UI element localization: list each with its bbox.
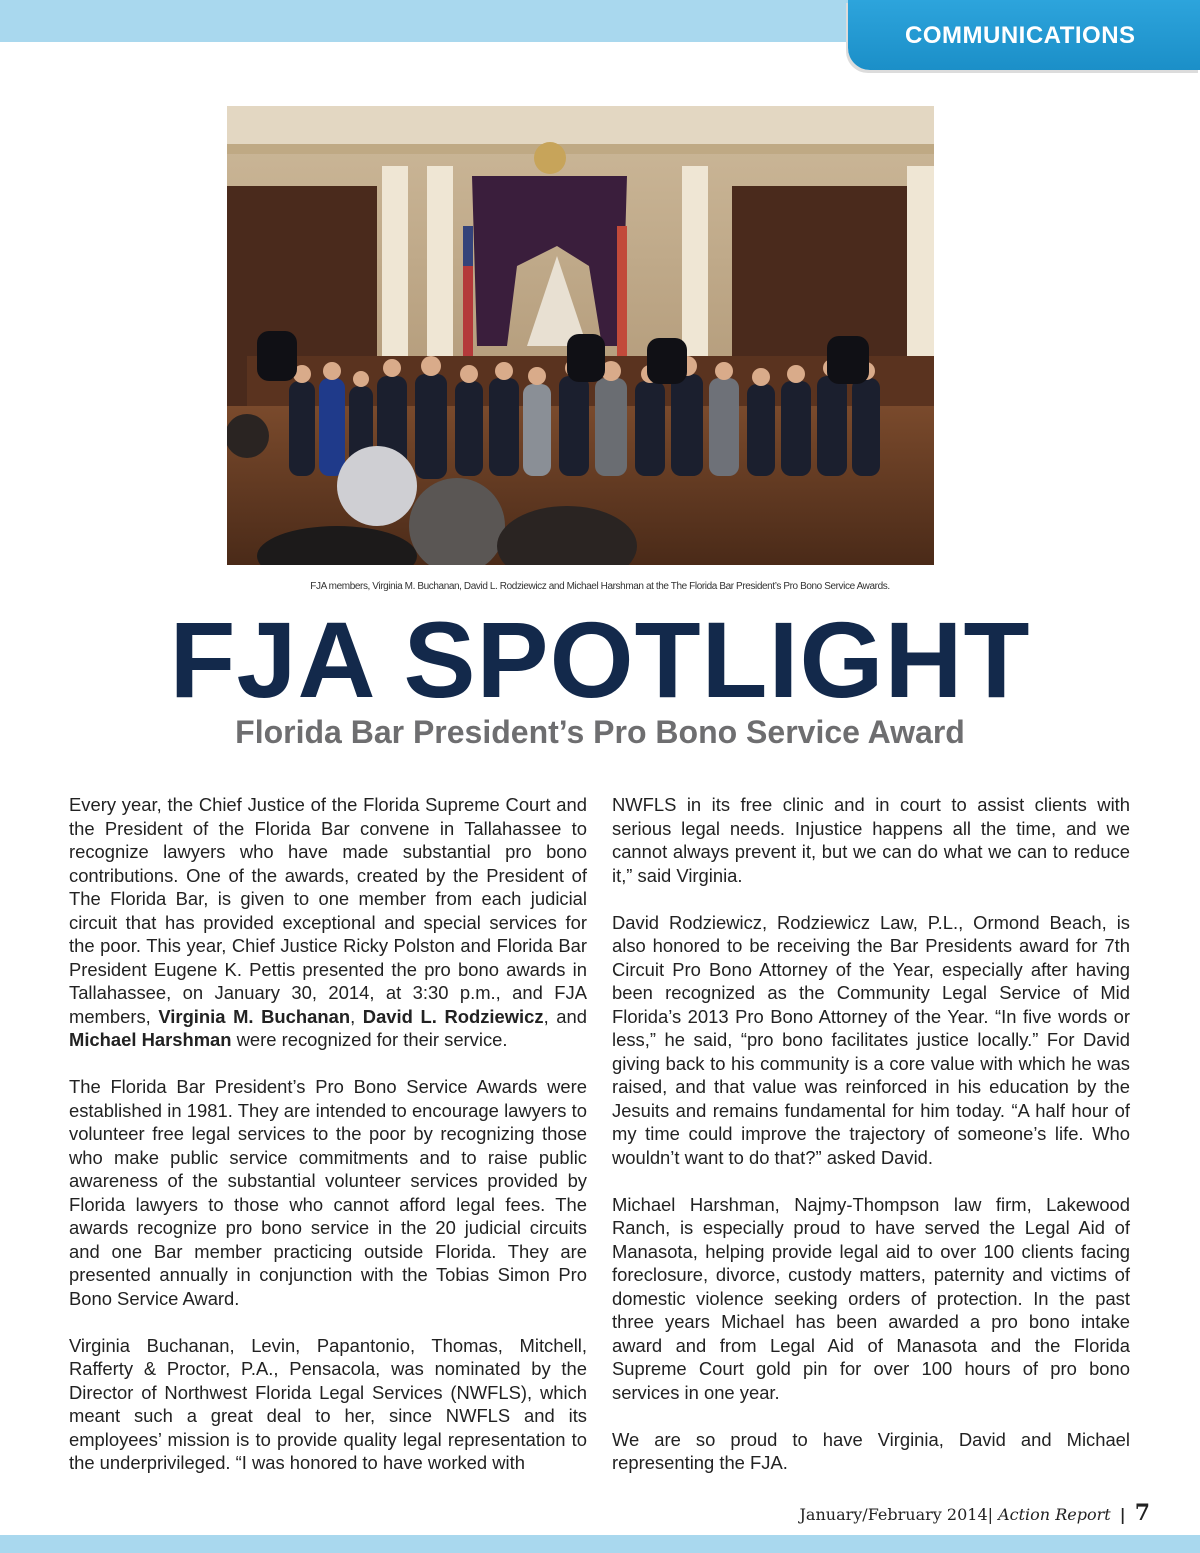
- paragraph-history: The Florida Bar President’s Pro Bono Service Awards were established in 1981. They are intended to encourage lawyers to volunteer free legal services to the poor by recognizing those who make public service commitments and to raise public awareness of the substantial volunteer services provided by Florida lawyers to those who cannot afford legal fees. The awards recognize pro bono service in the 20 judicial circuits and one Bar member practicing outside Florida. They are presented annually in conjunction with the Tobias Simon Pro Bono Service Award.: [69, 1076, 587, 1309]
- honoree-name: Michael Harshman: [69, 1029, 232, 1050]
- paragraph-text: , and: [543, 1005, 587, 1027]
- article-column-left: [69, 793, 587, 1498]
- page-footer: [800, 1500, 1150, 1526]
- footer-divider: |: [987, 1505, 994, 1524]
- page-divider: |: [1119, 1505, 1126, 1524]
- paragraph-michael: Michael Harshman, Najmy-Thompson law firm, Lakewood Ranch, is especially proud to have served the Legal Aid of Manasota, helping provide legal aid to over 100 clients facing foreclosure, divorce, custody matters, paternity and victims of domestic violence seeking orders of protection. In the past three years Michael has been awarded a pro bono intake award and from Legal Aid of Manasota and the Florida Supreme Court gold pin for over 100 hours of pro bono services in one year.: [612, 1193, 1130, 1403]
- courtroom-photo: [227, 106, 934, 565]
- photo-caption: FJA members, Virginia M. Buchanan, David L. Rodziewicz and Michael Harshman at the The Florida Bar President’s Pro Bono Service Awards.: [310, 581, 890, 592]
- article-subtitle: Florida Bar President’s Pro Bono Service Award: [235, 714, 965, 750]
- honoree-name: David L. Rodziewicz: [362, 1005, 544, 1027]
- paragraph-text: Every year, the Chief Justice of the Florida Supreme Court and the President of the Florida Bar convene in Tallahassee to recognize lawyers who have made substantial pro bono contributions. One of the awards, created by the President of The Florida Bar, is given to one member from each judicial circuit that has provided exceptional and special services for the poor. This year, Chief Justice Ricky Polston and Florida Bar President Eugene K. Pettis presented the pro bono awards in Tallahassee, on January 30, 2014, at 3:30 p.m., and FJA members,: [69, 794, 587, 1027]
- article-title: FJA SPOTLIGHT: [169, 599, 1031, 720]
- paragraph-virginia: Virginia Buchanan, Levin, Papantonio, Thomas, Mitchell, Rafferty & Proctor, P.A., Pensacola, was nominated by the Director of Northwest Florida Legal Services (NWFLS), which meant such a great deal to her, since NWFLS and its employees’ mission is to provide quality legal representation to the underprivileged. “I was honored to have worked with: [69, 1334, 587, 1473]
- bottom-color-band: [0, 1535, 1200, 1553]
- paragraph-david: David Rodziewicz, Rodziewicz Law, P.L., Ormond Beach, is also honored to be receiving the Bar Presidents award for 7th Circuit Pro Bono Attorney of the Year, especially after having been recognized as the Community Legal Service of Mid Florida’s 2013 Pro Bono Attorney of the Year. “In five words or less,” he said, “pro bono facilitates justice locally.” For David giving back to his community is a core value with which he was raised, and that value was reinforced in his education by the Jesuits and remains fundamental for him today. “A half hour of my time could improve the trajectory of someone’s life. Who wouldn’t want to do that?” asked David.: [612, 911, 1130, 1168]
- paragraph-intro: [69, 793, 587, 1052]
- page-number: 7: [1134, 1500, 1150, 1526]
- section-label: COMMUNICATIONS: [905, 22, 1136, 49]
- paragraph-text: were recognized for their service.: [231, 1029, 508, 1050]
- paragraph-text: ,: [350, 1005, 363, 1027]
- honoree-name: Virginia M. Buchanan: [158, 1005, 351, 1027]
- article-column-right: [612, 793, 1130, 1498]
- paragraph-closing: We are so proud to have Virginia, David and Michael representing the FJA.: [612, 1428, 1130, 1473]
- issue-date: January/February 2014: [799, 1505, 988, 1524]
- paragraph-virginia-continued: NWFLS in its free clinic and in court to assist clients with serious legal needs. Injustice happens all the time, and we cannot always prevent it, but we can do what we can to reduce it,” said Virginia.: [612, 794, 1130, 886]
- publication-name: Action Report: [998, 1505, 1111, 1524]
